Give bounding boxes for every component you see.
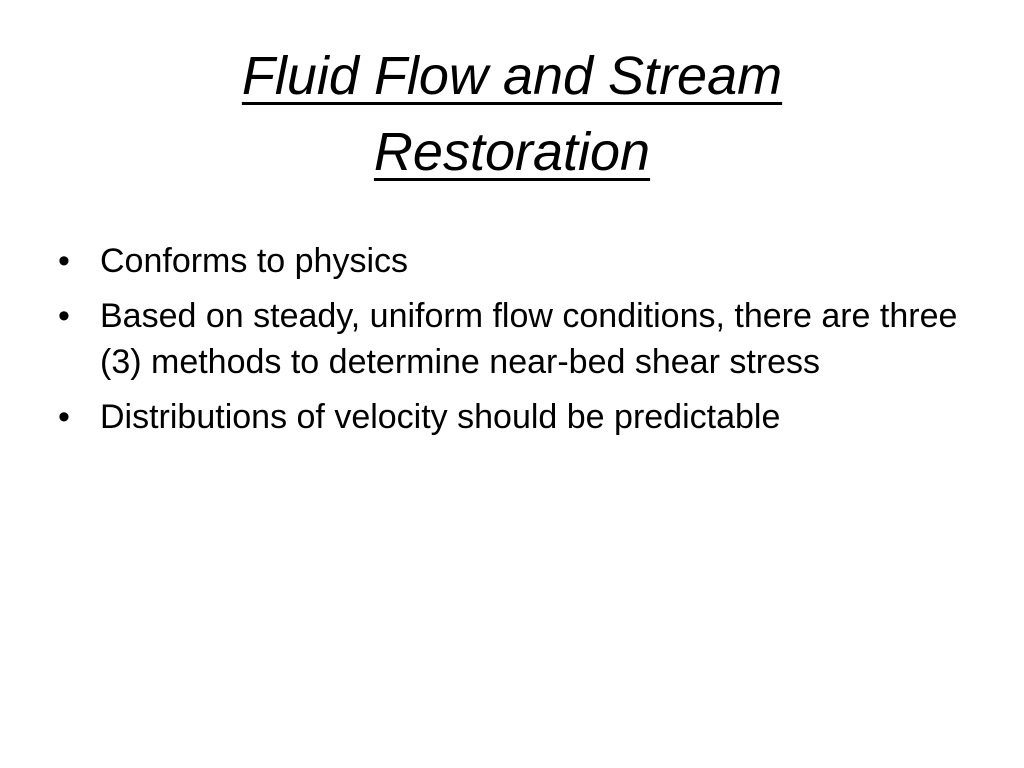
bullet-text: Distributions of velocity should be predictable	[100, 398, 781, 436]
bullet-dot-icon: •	[58, 297, 70, 335]
bullet-dot-icon: •	[58, 242, 70, 280]
bullet-list	[58, 238, 958, 449]
bullet-item	[58, 238, 958, 284]
slide-title-line-1: Fluid Flow and Stream	[241, 46, 783, 106]
bullet-item	[58, 293, 958, 385]
bullet-item	[58, 394, 958, 440]
slide-title	[60, 38, 964, 190]
bullet-text: Conforms to physics	[100, 242, 408, 280]
bullet-text: Based on steady, uniform flow conditions, there are three (3) methods to determine near-bed shear stress	[100, 297, 958, 381]
bullet-dot-icon: •	[58, 398, 70, 436]
slide-title-line-2: Restoration	[373, 122, 651, 182]
